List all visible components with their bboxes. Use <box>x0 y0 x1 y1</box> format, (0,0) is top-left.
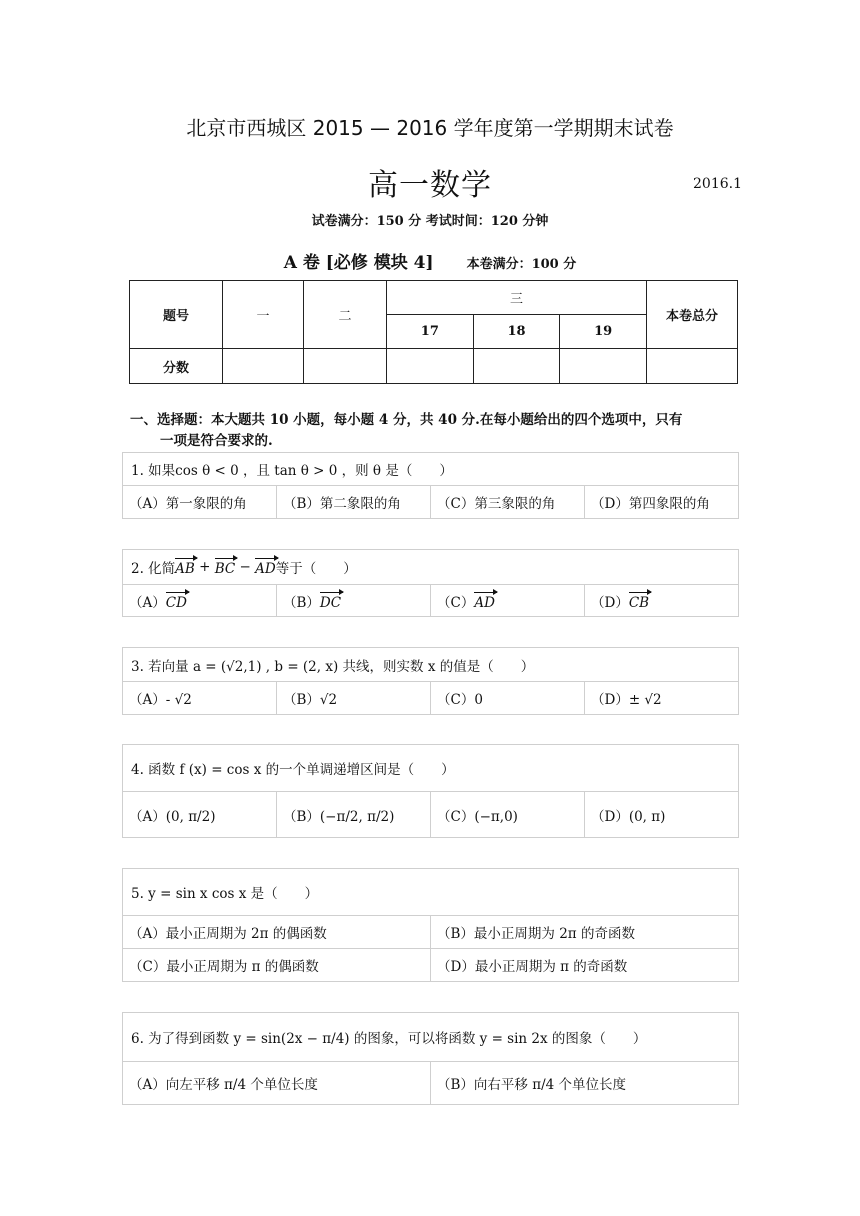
option-a[interactable]: （A）(0, π/2) <box>123 792 277 837</box>
instruction-line: 一项是符合要求的. <box>160 433 273 449</box>
section-heading <box>0 248 860 273</box>
stem-suffix: 等于（ ） <box>275 561 357 577</box>
option-d[interactable]: （D）最小正周期为 π 的奇函数 <box>437 959 628 975</box>
vector-cb: CB <box>629 591 649 611</box>
question-stem: 5. y = sin x cos x 是（ ） <box>123 869 738 916</box>
score-table <box>129 280 738 384</box>
question-stem: 1. 如果cos θ < 0 ，且 tan θ > 0 ，则 θ 是（ ） <box>123 453 738 486</box>
header-q18: 18 <box>473 315 560 349</box>
exam-title: 北京市西城区 2015 — 2016 学年度第一学期期末试卷 <box>186 116 674 140</box>
question-stem <box>123 550 738 585</box>
option-d[interactable]: （D）(0, π) <box>591 808 666 825</box>
option-d[interactable]: （D）± √2 <box>591 692 662 708</box>
option-b[interactable]: （B）向右平移 π/4 个单位长度 <box>437 1077 627 1093</box>
option-d[interactable] <box>585 585 738 616</box>
vector-ab: AB <box>175 557 195 577</box>
score-cell[interactable] <box>560 349 647 384</box>
option-label: （D） <box>591 594 629 611</box>
option-b[interactable]: （B）(−π/2, π/2) <box>277 792 431 837</box>
option-label: （C） <box>437 594 475 611</box>
header-part-three: 三 <box>387 281 647 315</box>
vector-ad: AD <box>474 591 495 611</box>
question-5 <box>122 868 739 982</box>
vector-ad: AD <box>255 557 276 577</box>
option-c[interactable]: （C）0 <box>431 682 585 714</box>
vector-cd: CD <box>166 591 187 611</box>
row-score-label: 分数 <box>130 349 223 384</box>
question-stem: 6. 为了得到函数 y = sin(2x − π/4) 的图象，可以将函数 y = sin 2x 的图象（ ） <box>123 1013 738 1062</box>
option-b[interactable]: （B）第二象限的角 <box>277 486 431 518</box>
header-q17: 17 <box>387 315 474 349</box>
option-b[interactable] <box>277 585 431 616</box>
header-q19: 19 <box>560 315 647 349</box>
option-a[interactable]: （A）最小正周期为 2π 的偶函数 <box>123 916 431 948</box>
minus-sign: − <box>235 559 256 575</box>
option-c[interactable]: （C）最小正周期为 π 的偶函数 <box>123 949 431 981</box>
exam-date: 2016.1 <box>693 176 742 192</box>
option-label: （B） <box>283 594 320 611</box>
question-2 <box>122 549 739 617</box>
question-4 <box>122 744 739 838</box>
question-stem: 3. 若向量 a = (√2,1) , b = (2, x) 共线，则实数 x 的值是（ ） <box>123 648 738 682</box>
score-cell[interactable] <box>387 349 474 384</box>
score-cell[interactable] <box>647 349 738 384</box>
exam-info: 试卷满分：150 分 考试时间：120 分钟 <box>311 214 549 229</box>
option-c[interactable] <box>431 585 585 616</box>
option-b[interactable]: （B）√2 <box>277 682 431 714</box>
subject-title: 高一数学 <box>368 168 492 203</box>
question-6 <box>122 1012 739 1105</box>
section-score: 本卷满分：100 分 <box>466 257 577 272</box>
header-total: 本卷总分 <box>647 281 738 349</box>
option-c[interactable]: （C）(−π,0) <box>431 792 585 837</box>
option-label: （A） <box>129 594 166 611</box>
option-a[interactable]: （A）- √2 <box>123 682 277 714</box>
part-one-instructions <box>130 410 740 452</box>
header-part-one: 一 <box>223 281 304 349</box>
question-stem: 4. 函数 f (x) = cos x 的一个单调递增区间是（ ） <box>123 745 738 792</box>
option-a[interactable]: （A）第一象限的角 <box>123 486 277 518</box>
header-part-two: 二 <box>304 281 387 349</box>
section-title: A 卷 [必修 模块 4] <box>283 253 434 273</box>
instruction-line: 一、选择题：本大题共 10 小题，每小题 4 分，共 40 分.在每小题给出的四个选项中，只有 <box>130 412 683 428</box>
score-cell[interactable] <box>473 349 560 384</box>
option-d[interactable]: （D）第四象限的角 <box>591 496 710 512</box>
option-b[interactable]: （B）最小正周期为 2π 的奇函数 <box>437 926 635 942</box>
option-a[interactable] <box>123 585 277 616</box>
vector-dc: DC <box>320 591 341 611</box>
option-c[interactable]: （C）第三象限的角 <box>431 486 585 518</box>
vector-bc: BC <box>215 557 236 577</box>
score-cell[interactable] <box>223 349 304 384</box>
header-number: 题号 <box>130 281 223 349</box>
question-3 <box>122 647 739 715</box>
option-a[interactable]: （A）向左平移 π/4 个单位长度 <box>123 1062 431 1104</box>
plus-sign: + <box>194 559 215 575</box>
score-cell[interactable] <box>304 349 387 384</box>
stem-prefix: 2. 化简 <box>131 561 176 577</box>
question-1 <box>122 452 739 519</box>
